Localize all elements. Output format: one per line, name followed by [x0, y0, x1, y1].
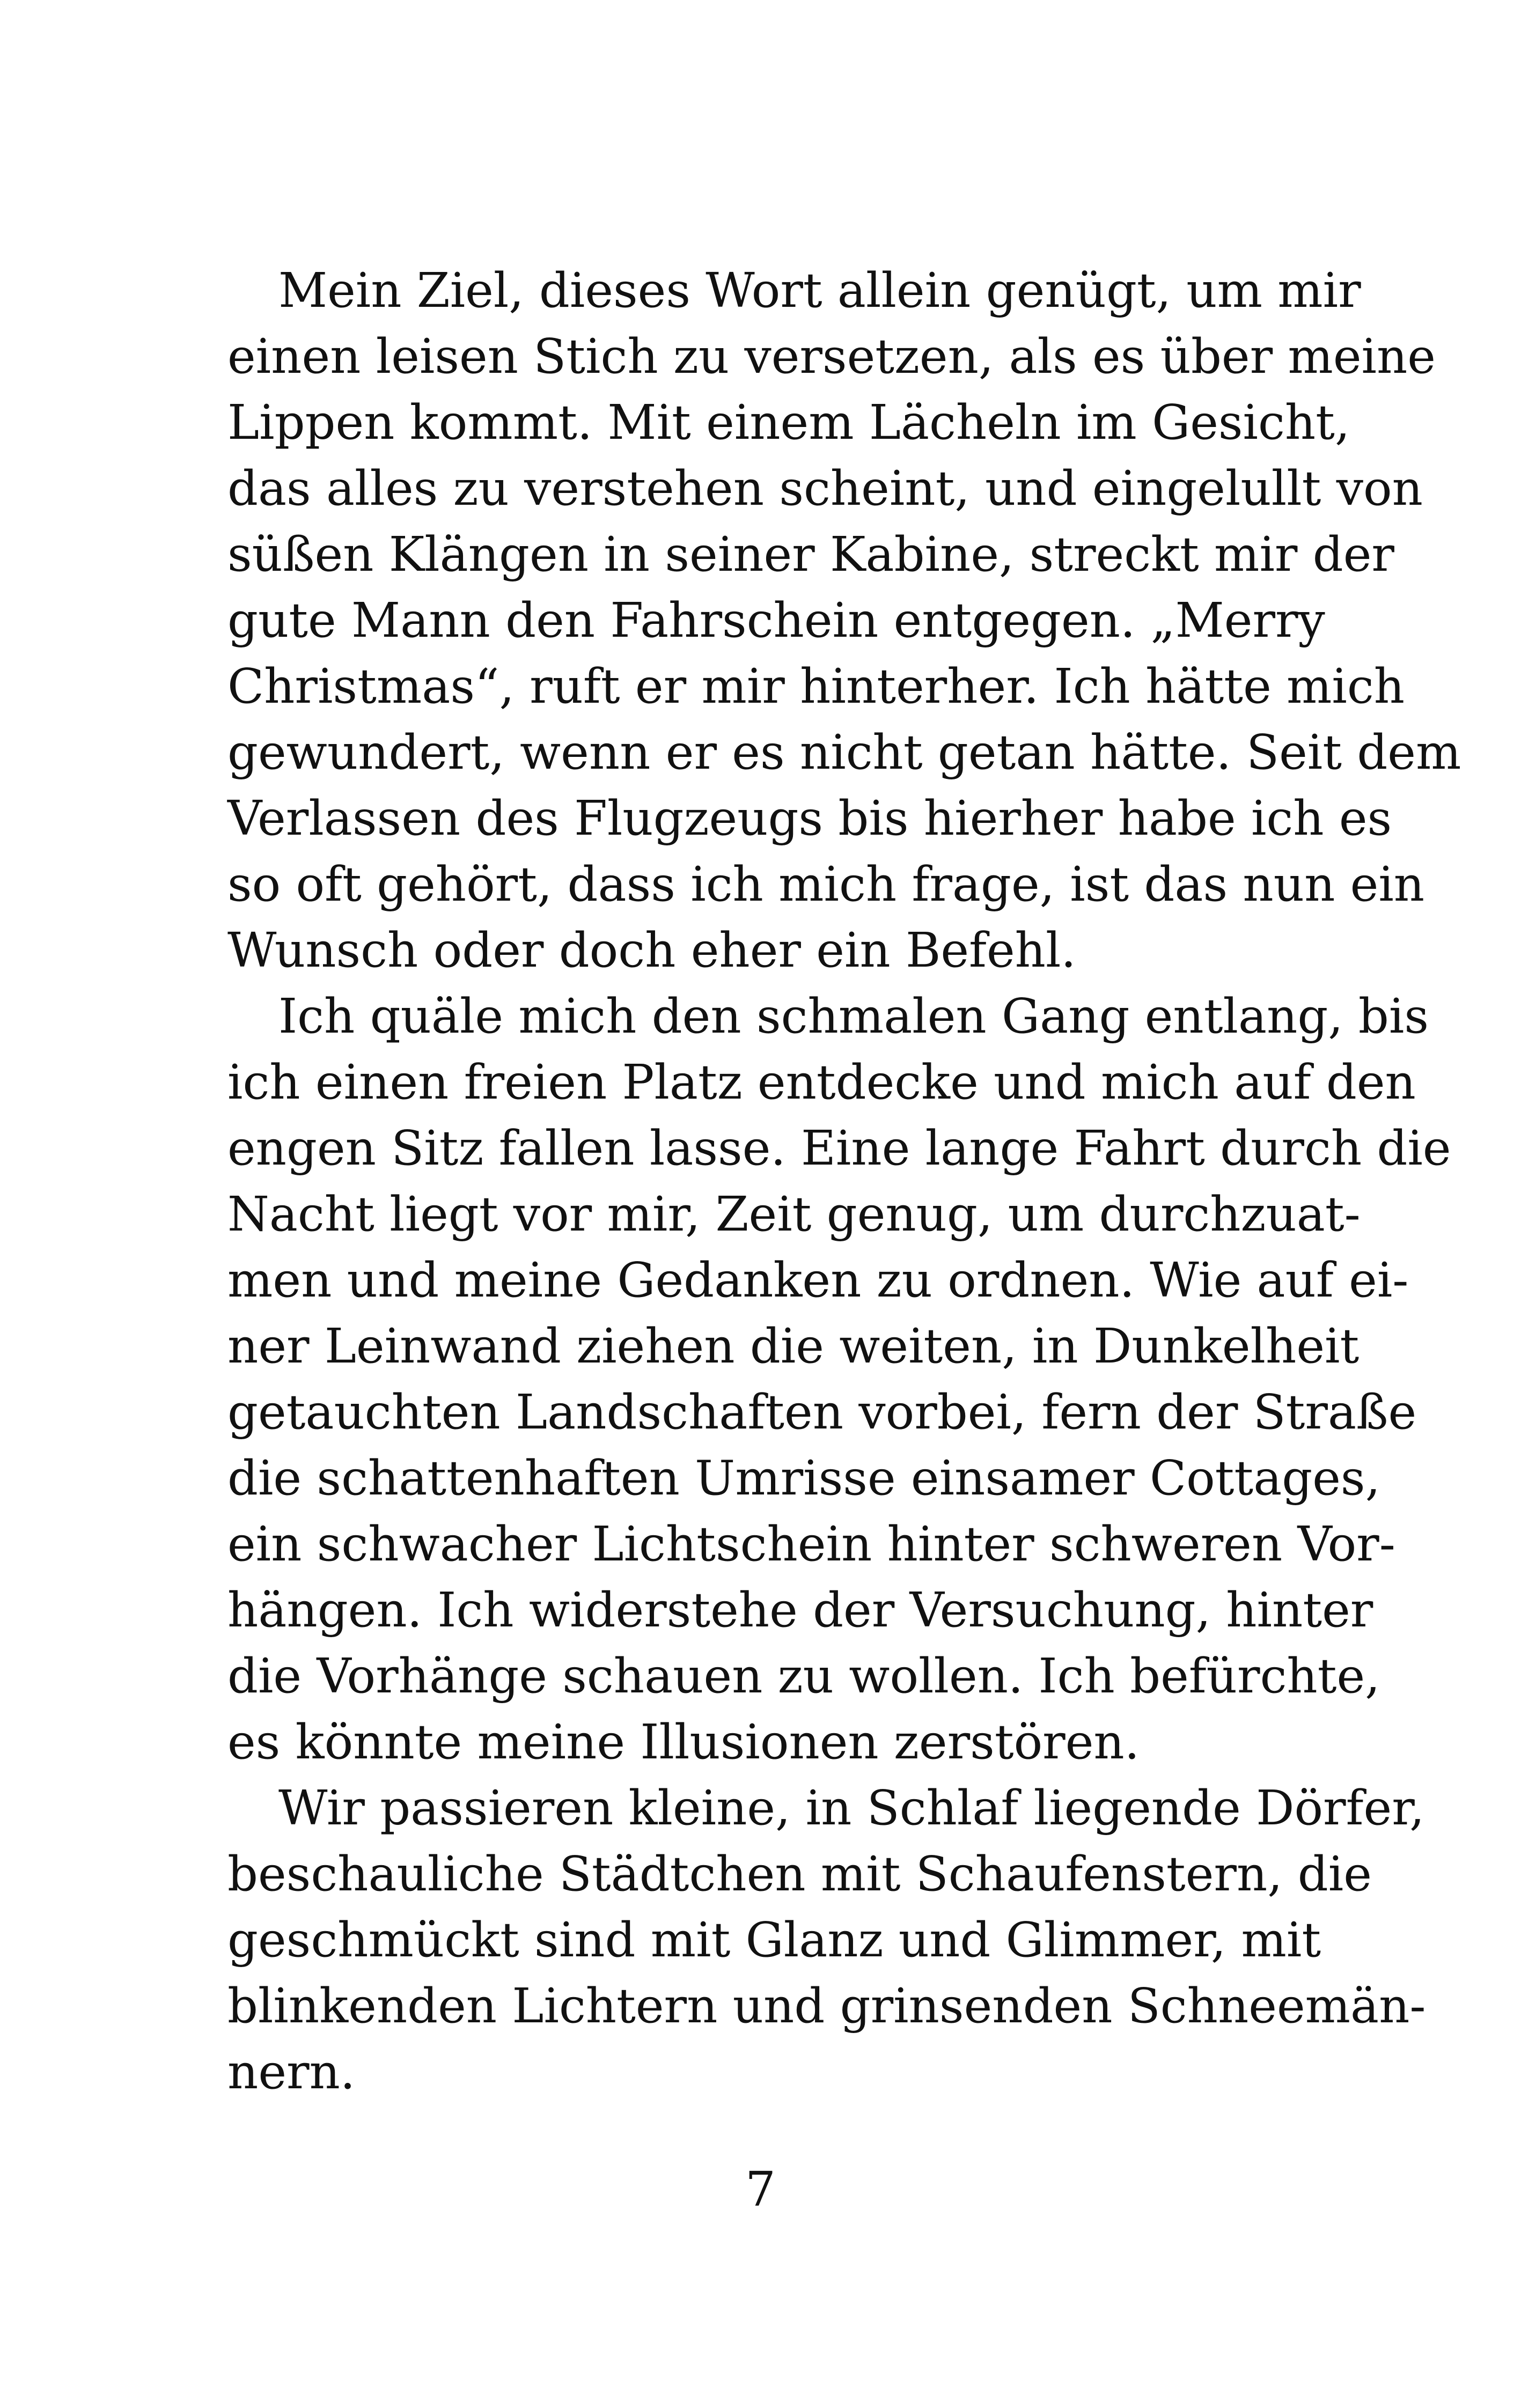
text-line: nern.	[227, 2044, 356, 2100]
text-line: Christmas“, ruft er mir hinterher. Ich hätte mich	[227, 658, 1405, 714]
text-line: die Vorhänge schauen zu wollen. Ich befürchte,	[227, 1648, 1380, 1704]
text-line: gewundert, wenn er es nicht getan hätte. Seit dem	[227, 724, 1461, 780]
paragraph-1	[227, 257, 1461, 983]
text-line: Wir passieren kleine, in Schlaf liegende Dörfer,	[278, 1780, 1425, 1836]
paragraph-2	[227, 983, 1451, 1775]
text-line: ein schwacher Lichtschein hinter schweren Vor-	[227, 1516, 1395, 1572]
text-line: süßen Klängen in seiner Kabine, streckt mir der	[227, 526, 1394, 582]
text-line: einen leisen Stich zu versetzen, als es über meine	[227, 328, 1436, 384]
text-line: ich einen freien Platz entdecke und mich auf den	[227, 1054, 1416, 1110]
text-line: blinkenden Lichtern und grinsenden Schneemän-	[227, 1978, 1426, 2034]
text-line: Nacht liegt vor mir, Zeit genug, um durchzuat-	[227, 1186, 1361, 1242]
text-line: gute Mann den Fahrschein entgegen. „Merry	[227, 592, 1325, 648]
text-line: men und meine Gedanken zu ordnen. Wie auf ei-	[227, 1252, 1409, 1308]
text-line: beschauliche Städtchen mit Schaufenstern, die	[227, 1846, 1372, 1902]
text-line: Wunsch oder doch eher ein Befehl.	[227, 922, 1076, 978]
text-line: Lippen kommt. Mit einem Lächeln im Gesicht,	[227, 394, 1350, 450]
text-line: ner Leinwand ziehen die weiten, in Dunkelheit	[227, 1318, 1360, 1374]
text-line: getauchten Landschaften vorbei, fern der Straße	[227, 1384, 1417, 1440]
page-number: 7	[745, 2161, 776, 2217]
text-line: Verlassen des Flugzeugs bis hierher habe ich es	[227, 790, 1392, 846]
text-line: Mein Ziel, dieses Wort allein genügt, um mir	[278, 262, 1361, 318]
text-line: hängen. Ich widerstehe der Versuchung, hinter	[227, 1582, 1373, 1638]
paragraph-3	[227, 1775, 1426, 2105]
text-line: Ich quäle mich den schmalen Gang entlang, bis	[278, 988, 1429, 1044]
text-line: engen Sitz fallen lasse. Eine lange Fahrt durch die	[227, 1120, 1451, 1176]
text-line: das alles zu verstehen scheint, und eingelullt von	[227, 460, 1423, 516]
text-line: es könnte meine Illusionen zerstören.	[227, 1714, 1140, 1770]
text-line: geschmückt sind mit Glanz und Glimmer, mit	[227, 1912, 1321, 1968]
text-line: so oft gehört, dass ich mich frage, ist das nun ein	[227, 856, 1425, 912]
text-line: die schattenhaften Umrisse einsamer Cottages,	[227, 1450, 1380, 1506]
body-text	[227, 257, 1461, 2105]
